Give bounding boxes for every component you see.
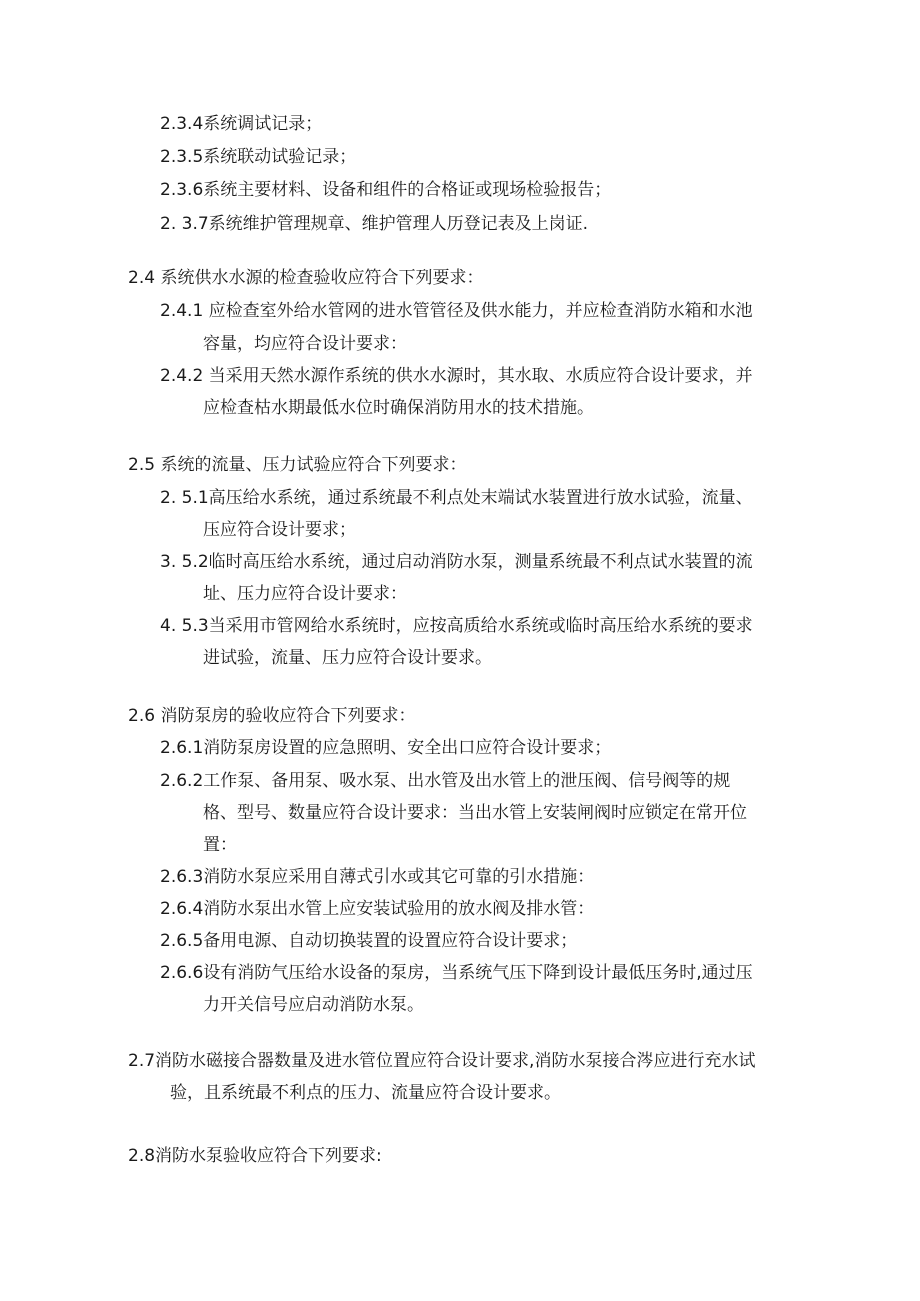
section-heading: 2.7消防水磁接合器数量及进水管位置应符合设计要求,消防水泵接合涔应进行充水试	[128, 1051, 756, 1071]
text-line-continued: 进试验，流量、压力应符合设计要求。	[203, 648, 492, 668]
text-line: 2.6.5备用电源、自动切换装置的设置应符合设计要求；	[160, 931, 578, 951]
text-line: 2.4.1 应检查室外给水管网的进水管管径及供水能力，并应检查消防水箱和水池	[160, 301, 753, 321]
text-line-continued: 格、型号、数量应符合设计要求：当出水管上安装闸阀时应锁定在常开位	[203, 803, 747, 823]
text-line: 2.6.1消防泵房设置的应急照明、安全出口应符合设计要求；	[160, 738, 612, 758]
text-line-continued: 压应符合设计要求；	[203, 520, 356, 540]
text-line: 2.3.4系统调试记录；	[160, 114, 323, 134]
text-line: 2.4.2 当采用天然水源作系统的供水水源时，其水取、水质应符合设计要求，并	[160, 366, 753, 386]
text-line: 2.6.3消防水泵应采用自薄式引水或其它可靠的引水措施：	[160, 867, 595, 887]
text-line: 2. 5.1高压给水系统，通过系统最不利点处末端试水装置进行放水试验，流量、	[160, 488, 753, 508]
text-line: 2. 3.7系统维护管理规章、维护管理人历登记表及上岗证.	[160, 214, 589, 234]
section-heading: 2.5 系统的流量、压力试验应符合下列要求：	[128, 455, 467, 475]
text-line-continued: 置：	[203, 835, 237, 855]
section-heading: 2.8消防水泵验收应符合下列要求:	[128, 1146, 382, 1166]
text-line: 2.6.6设有消防气压给水设备的泵房，当系统气压下降到设计最低压务时,通过压	[160, 963, 753, 983]
text-line: 4. 5.3当采用市管网给水系统时，应按高质给水系统或临时高压给水系统的要求	[160, 616, 753, 636]
section-heading: 2.4 系统供水水源的检查验收应符合下列要求：	[128, 268, 484, 288]
text-line-continued: 址、压力应符合设计要求：	[203, 584, 407, 604]
text-line-continued: 容量，均应符合设计要求：	[203, 334, 407, 354]
text-line: 2.3.5系统联动试验记录；	[160, 147, 357, 167]
text-line: 3. 5.2临时高压给水系统，通过启动消防水泵，测量系统最不利点试水装置的流	[160, 552, 753, 572]
text-line: 2.6.2工作泵、备用泵、吸水泵、出水管及出水管上的泄压阀、信号阀等的规	[160, 771, 731, 791]
section-heading: 2.6 消防泵房的验收应符合下列要求：	[128, 706, 416, 726]
text-line: 2.3.6系统主要材料、设备和组件的合格证或现场检验报告；	[160, 180, 612, 200]
text-line-continued: 力开关信号应启动消防水泵。	[203, 995, 424, 1015]
text-line: 2.6.4消防水泵出水管上应安装试验用的放水阀及排水管：	[160, 899, 595, 919]
text-line-continued: 应检查枯水期最低水位时确保消防用水的技术措施。	[203, 398, 594, 418]
text-line-continued: 验，且系统最不利点的压力、流量应符合设计要求。	[170, 1083, 561, 1103]
